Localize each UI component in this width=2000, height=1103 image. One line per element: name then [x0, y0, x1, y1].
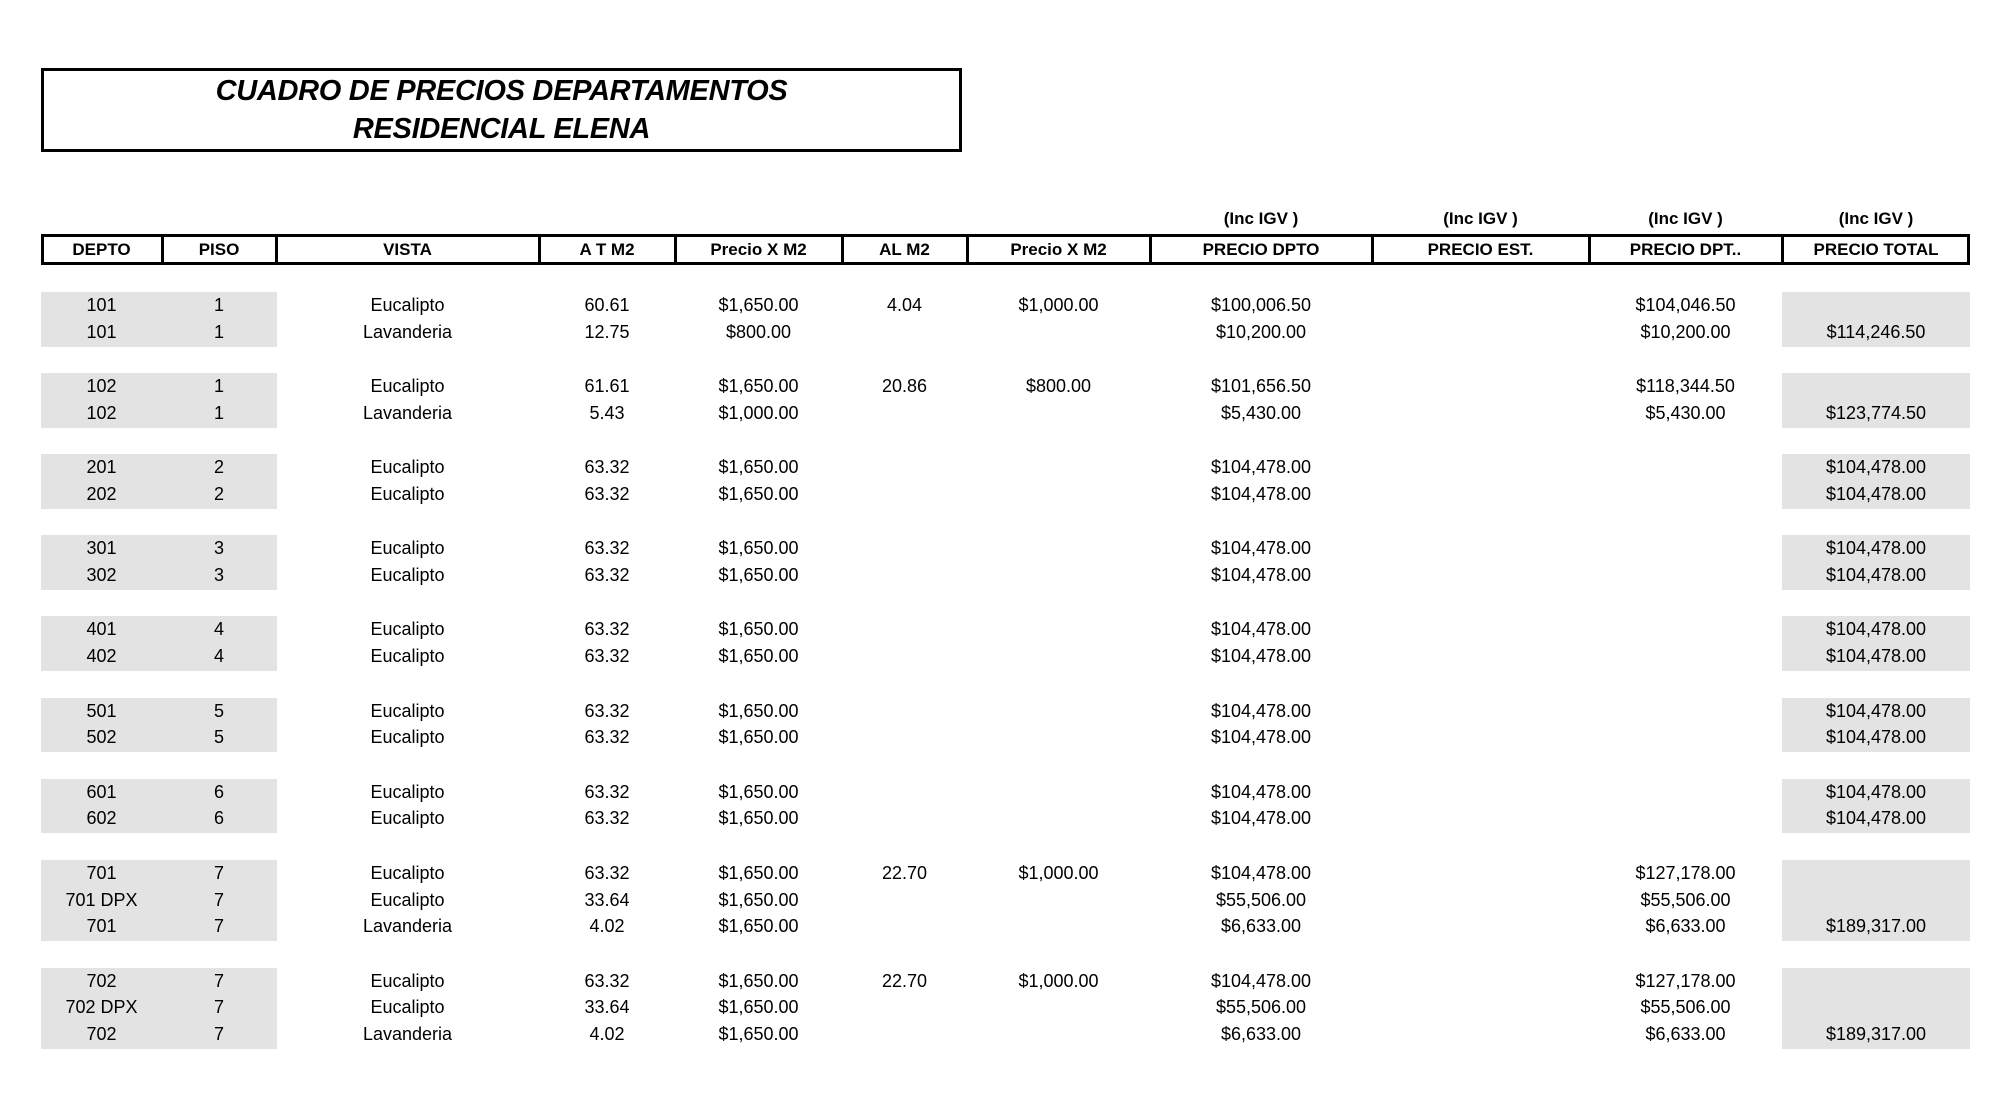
cell-at-m2: 63.32: [584, 700, 630, 721]
header-precio-dpt: PRECIO DPT..: [1629, 240, 1742, 259]
header-al-m2: AL M2: [879, 240, 930, 259]
cell-al-m2: 22.70: [881, 970, 928, 991]
cell-at-m2: 63.32: [584, 727, 630, 748]
cell-depto: 602: [86, 808, 117, 829]
cell-depto: 601: [86, 781, 117, 802]
cell-vista: Eucalipto: [370, 646, 445, 667]
cell-at-m2: 63.32: [584, 565, 630, 586]
cell-at-m2: 63.32: [584, 781, 630, 802]
cell-vista: Eucalipto: [370, 970, 445, 991]
header-divider: [841, 237, 844, 262]
cell-at-m2: 33.64: [584, 997, 630, 1018]
cell-vista: Lavanderia: [362, 321, 453, 342]
cell-precio-x-m2: $1,650.00: [718, 808, 799, 829]
cell-precio-x-m2-al: $1,000.00: [1018, 970, 1099, 991]
header-divider: [966, 237, 969, 262]
cell-piso: 7: [213, 970, 224, 991]
cell-precio-total: $104,478.00: [1825, 538, 1927, 559]
cell-precio-x-m2: $1,650.00: [718, 916, 799, 937]
cell-precio-dpt: $6,633.00: [1645, 1024, 1726, 1045]
cell-at-m2: 63.32: [584, 862, 630, 883]
cell-piso: 7: [213, 1024, 224, 1045]
cell-precio-x-m2: $1,650.00: [718, 457, 799, 478]
cell-precio-dpto: $104,478.00: [1210, 727, 1312, 748]
cell-precio-dpto: $104,478.00: [1210, 781, 1312, 802]
cell-piso: 4: [213, 619, 224, 640]
cell-at-m2: 63.32: [584, 538, 630, 559]
cell-precio-x-m2: $1,650.00: [718, 484, 799, 504]
inc-igv-label-total: (Inc IGV ): [1838, 209, 1914, 228]
cell-precio-total: $104,478.00: [1825, 781, 1927, 802]
header-divider: [275, 237, 278, 262]
table-header: [41, 234, 1970, 265]
cell-depto: 101: [86, 321, 117, 342]
header-divider: [1149, 237, 1152, 262]
cell-vista: Eucalipto: [370, 862, 445, 883]
cell-precio-dpt: $104,046.50: [1635, 295, 1736, 315]
cell-precio-dpt: $55,506.00: [1640, 889, 1731, 910]
cell-precio-x-m2: $800.00: [725, 321, 792, 342]
cell-precio-dpto: $104,478.00: [1210, 565, 1312, 586]
cell-at-m2: 61.61: [584, 376, 630, 397]
cell-depto: 102: [86, 402, 117, 423]
cell-precio-total: $104,478.00: [1825, 808, 1927, 829]
cell-vista: Lavanderia: [362, 916, 453, 937]
cell-precio-dpto: $5,430.00: [1220, 402, 1302, 423]
cell-precio-dpto: $104,478.00: [1210, 538, 1312, 559]
cell-precio-x-m2: $1,650.00: [718, 862, 799, 883]
cell-vista: Eucalipto: [370, 997, 445, 1018]
cell-at-m2: 63.32: [584, 457, 630, 478]
cell-precio-x-m2: $1,650.00: [718, 997, 799, 1018]
header-precio-total: PRECIO TOTAL: [1813, 240, 1939, 259]
cell-precio-dpto: $55,506.00: [1215, 997, 1307, 1018]
cell-vista: Eucalipto: [370, 376, 445, 397]
cell-piso: 7: [213, 997, 224, 1018]
cell-depto: 102: [86, 376, 117, 397]
cell-precio-x-m2: $1,650.00: [718, 619, 799, 640]
header-vista: VISTA: [383, 240, 432, 259]
cell-precio-x-m2-al: $1,000.00: [1018, 295, 1099, 315]
cell-precio-total: $104,478.00: [1825, 457, 1927, 478]
cell-piso: 3: [213, 565, 224, 586]
header-divider: [538, 237, 541, 262]
cell-precio-x-m2: $1,650.00: [718, 538, 799, 559]
cell-precio-total: $104,478.00: [1825, 619, 1927, 640]
header-precio-est: PRECIO EST.: [1427, 240, 1534, 259]
cell-precio-dpto: $104,478.00: [1210, 457, 1312, 478]
cell-precio-dpto: $104,478.00: [1210, 808, 1312, 829]
cell-precio-total: $114,246.50: [1826, 321, 1926, 342]
cell-depto: 202: [86, 484, 117, 504]
cell-depto: 501: [86, 700, 117, 721]
cell-precio-x-m2: $1,650.00: [718, 700, 799, 721]
cell-precio-dpto: $104,478.00: [1210, 484, 1312, 504]
cell-precio-dpt: $127,178.00: [1635, 970, 1736, 991]
cell-piso: 1: [213, 295, 224, 315]
cell-precio-dpt: $6,633.00: [1645, 916, 1726, 937]
cell-at-m2: 63.32: [584, 646, 630, 667]
header-divider: [1588, 237, 1591, 262]
cell-vista: Lavanderia: [362, 402, 453, 423]
cell-piso: 1: [213, 321, 224, 342]
cell-at-m2: 63.32: [584, 619, 630, 640]
cell-depto: 302: [86, 565, 117, 586]
header-precio-x-m2-al: Precio X M2: [1010, 240, 1107, 259]
cell-piso: 1: [213, 402, 224, 423]
cell-piso: 5: [213, 727, 224, 748]
cell-precio-dpto: $104,478.00: [1210, 646, 1312, 667]
title-line-2: RESIDENCIAL ELENA: [352, 113, 651, 145]
cell-al-m2: 20.86: [881, 376, 928, 397]
cell-precio-x-m2: $1,000.00: [718, 402, 799, 423]
cell-depto: 301: [86, 538, 117, 559]
cell-piso: 6: [213, 808, 224, 829]
cell-at-m2: 63.32: [584, 484, 630, 504]
cell-at-m2: 63.32: [584, 808, 630, 829]
cell-vista: Eucalipto: [370, 808, 445, 829]
header-divider: [674, 237, 677, 262]
cell-vista: Eucalipto: [370, 484, 445, 504]
header-divider: [1371, 237, 1374, 262]
cell-depto: 402: [86, 646, 117, 667]
cell-precio-x-m2: $1,650.00: [718, 727, 799, 748]
header-piso: PISO: [198, 240, 240, 259]
cell-depto: 101: [86, 295, 117, 315]
cell-precio-x-m2: $1,650.00: [718, 889, 799, 910]
cell-precio-dpt: $10,200.00: [1640, 321, 1731, 342]
cell-precio-total: $104,478.00: [1825, 700, 1927, 721]
cell-vista: Eucalipto: [370, 619, 445, 640]
cell-precio-total: $104,478.00: [1825, 565, 1927, 586]
title-line-1: CUADRO DE PRECIOS DEPARTAMENTOS: [215, 75, 788, 107]
header-divider: [161, 237, 164, 262]
cell-precio-dpto: $6,633.00: [1220, 1024, 1302, 1045]
cell-precio-dpto: $104,478.00: [1210, 862, 1312, 883]
cell-precio-x-m2: $1,650.00: [718, 295, 799, 315]
inc-igv-label-dpt: (Inc IGV ): [1648, 209, 1723, 228]
cell-vista: Eucalipto: [370, 889, 445, 910]
cell-precio-dpto: $10,200.00: [1215, 321, 1307, 342]
cell-precio-x-m2-al: $800.00: [1025, 376, 1092, 397]
header-precio-dpto: PRECIO DPTO: [1202, 240, 1320, 259]
cell-precio-total: $189,317.00: [1825, 916, 1927, 937]
cell-precio-dpto: $104,478.00: [1210, 700, 1312, 721]
header-at-m2: A T M2: [579, 240, 635, 259]
cell-depto: 201: [86, 457, 117, 478]
cell-precio-x-m2: $1,650.00: [718, 565, 799, 586]
cell-al-m2: 22.70: [881, 862, 928, 883]
cell-precio-x-m2: $1,650.00: [718, 376, 799, 397]
cell-precio-dpto: $101,656.50: [1210, 376, 1312, 397]
header-precio-x-m2: Precio X M2: [710, 240, 807, 259]
cell-precio-total: $189,317.00: [1825, 1024, 1927, 1045]
cell-precio-dpt: $5,430.00: [1645, 402, 1726, 423]
cell-depto: 702: [86, 1024, 117, 1045]
cell-at-m2: 33.64: [584, 889, 630, 910]
cell-piso: 7: [213, 889, 224, 910]
cell-piso: 3: [213, 538, 224, 559]
cell-piso: 7: [213, 916, 224, 937]
cell-depto: 701 DPX: [65, 889, 138, 910]
cell-precio-x-m2: $1,650.00: [718, 970, 799, 991]
cell-piso: 1: [213, 376, 224, 397]
cell-at-m2: 12.75: [584, 321, 630, 342]
cell-depto: 401: [86, 619, 117, 640]
cell-depto: 502: [86, 727, 117, 748]
inc-igv-label-est: (Inc IGV ): [1443, 209, 1518, 228]
cell-piso: 2: [213, 484, 224, 504]
cell-at-m2: 4.02: [589, 1024, 625, 1045]
cell-piso: 4: [213, 646, 224, 667]
title-box: [41, 68, 962, 152]
cell-vista: Eucalipto: [370, 295, 445, 315]
cell-vista: Eucalipto: [370, 727, 445, 748]
cell-precio-dpto: $6,633.00: [1220, 916, 1302, 937]
cell-precio-x-m2: $1,650.00: [718, 1024, 799, 1045]
cell-precio-total: $104,478.00: [1825, 484, 1927, 504]
cell-depto: 701: [86, 916, 117, 937]
cell-depto: 701: [86, 862, 117, 883]
cell-precio-dpt: $127,178.00: [1635, 862, 1736, 883]
cell-precio-total: $104,478.00: [1825, 727, 1927, 748]
cell-at-m2: 63.32: [584, 970, 630, 991]
cell-at-m2: 4.02: [589, 916, 625, 937]
cell-vista: Eucalipto: [370, 700, 445, 721]
inc-igv-label-dpto: (Inc IGV ): [1223, 209, 1299, 228]
cell-at-m2: 5.43: [589, 402, 625, 423]
cell-depto: 702: [86, 970, 117, 991]
header-depto: DEPTO: [72, 240, 131, 259]
cell-piso: 2: [213, 457, 224, 478]
cell-piso: 5: [213, 700, 224, 721]
cell-precio-x-m2: $1,650.00: [718, 781, 799, 802]
cell-vista: Lavanderia: [362, 1024, 453, 1045]
cell-precio-dpto: $104,478.00: [1210, 619, 1312, 640]
cell-precio-x-m2: $1,650.00: [718, 646, 799, 667]
cell-vista: Eucalipto: [370, 565, 445, 586]
cell-precio-dpto: $104,478.00: [1210, 970, 1312, 991]
cell-vista: Eucalipto: [370, 538, 445, 559]
cell-vista: Eucalipto: [370, 781, 445, 802]
cell-precio-dpto: $55,506.00: [1215, 889, 1307, 910]
cell-vista: Eucalipto: [370, 457, 445, 478]
cell-piso: 6: [213, 781, 224, 802]
header-divider: [1781, 237, 1784, 262]
cell-piso: 7: [213, 862, 224, 883]
cell-depto: 702 DPX: [65, 997, 138, 1018]
cell-precio-total: $104,478.00: [1825, 646, 1927, 667]
cell-precio-x-m2-al: $1,000.00: [1018, 862, 1099, 883]
cell-at-m2: 60.61: [584, 295, 630, 315]
cell-precio-dpt: $118,344.50: [1636, 376, 1735, 397]
cell-precio-dpto: $100,006.50: [1210, 295, 1312, 315]
cell-precio-dpt: $55,506.00: [1640, 997, 1731, 1018]
cell-precio-total: $123,774.50: [1825, 402, 1927, 423]
cell-al-m2: 4.04: [886, 295, 923, 315]
